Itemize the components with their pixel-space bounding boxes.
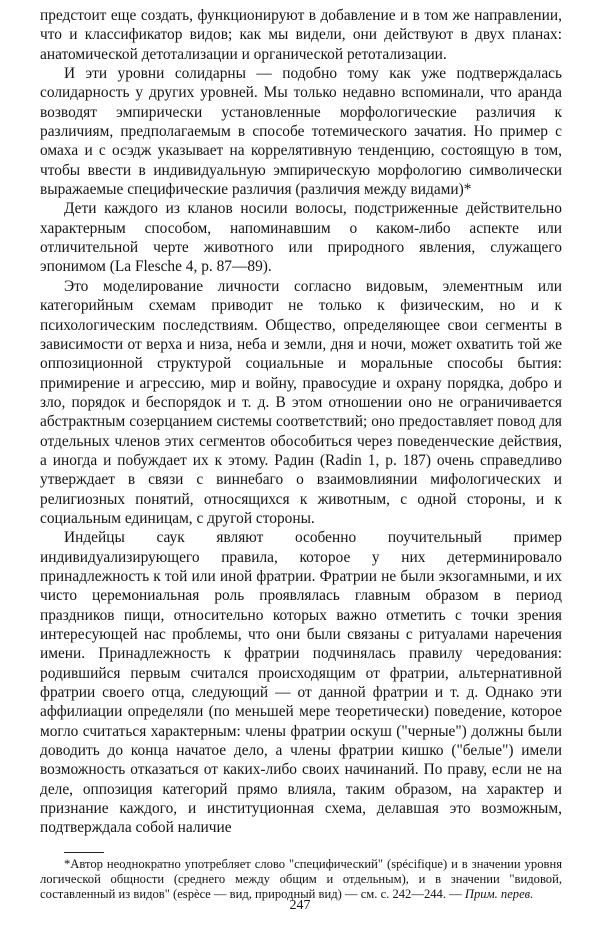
- paragraph-solidarity: И эти уровни солидарны — подобно тому как уже подтверждалась солидарность у других уровней. Мы только недавно вспоминали, что аранда возводят эмпирически установленные морфологические различия к различиям, предполагаемым в способе тотемического зачатия. Но пример с омаха и с осэдж указывает на коррелятивную тенденцию, состоящую в том, чтобы ввести в индивидуальную эмпирическую морфологию символически выражаемые специфические различия (различия между видами)*: [40, 65, 562, 199]
- footnote-translator-note: Прим. перев.: [464, 887, 534, 902]
- paragraph-modeling: Это моделирование личности согласно видовым, элементным или категорийным схемам приводит не только к физическим, но и к психологическим последствиям. Общество, определяющее свои сегменты в зависимости от верха и низа, неба и земли, дня и ночи, может охватить той же оппозиционной структурой социальные и моральные способы бытия: примирение и агрессию, мир и войну, правосудие и охрану порядка, добро и зло, порядок и беспорядок и т. д. В этом отношении оно не ограничивается абстрактным созерцанием системы соответствий; оно предоставляет повод для отдельных членов этих сегментов обособиться через поведенческие действия, а иногда и побуждает их к этому. Радин (Radin 1, p. 187) очень справедливо утверждает в связи с виннебаго о взаимовлиянии мифологических и религиозных понятий, относящихся к животным, с одной стороны, и к социальным единицам, с другой стороны.: [40, 277, 562, 527]
- page-number: 247: [289, 898, 311, 913]
- page-body: [40, 6, 562, 902]
- footnote: [40, 857, 562, 903]
- paragraph-continuation: предстоит еще создать, функционируют в добавление и в том же направлении, что и классификатор видов; как мы видели, они действуют в двух планах: анатомической детотализации и органической ретотализации.: [40, 7, 562, 63]
- paragraph-sauk: Индейцы саук являют особенно поучительный пример индивидуализирующего правила, которое у них детерминировало принадлежность к той или иной фратрии. Фратрии не были экзогамными, и их чисто церемониальная роль проявлялась главным образом в период праздников пищи, относительно которых важно отметить с точки зрения интересующей нас проблемы, что они были связаны с ритуалами наречения имени. Принадлежность к фратрии подчинялась правилу чередования: родившийся первым считался происходящим от фратрии, альтернативной фратрии своего отца, следующий — от данной фратрии и т. д. Однако эти аффилиации определяли (по меньшей мере теоретически) поведение, которое могло считаться характерным: члены фратрии оскуш ("черные") должны были доводить до конца начатое дело, а члены фратрии кишко ("белые") имели возможность отказаться от каких-либо своих начинаний. По праву, если не на деле, оппозиция категорий прямо влияла, таким образом, на характер и признание каждого, и институционная схема, делавшая это возможным, подтверждала собой наличие: [40, 529, 562, 837]
- footnote-text: *Автор неоднократно употребляет слово "специфический" (spécifique) и в значении уровня логической общности (среднего между общим и отдельным), и в значении "видовой, составленный из видов" (espèce — вид, природный вид) — см. с. 242—244. —: [40, 856, 562, 902]
- paragraph-quotation: Дети каждого из кланов носили волосы, подстриженные действительно характерным способом, напоминавшим о каком-либо аспекте или отличительной черте животного или природного явления, служащего эпонимом (La Flesche 4, p. 87—89).: [40, 200, 562, 276]
- footnote-divider: [64, 852, 104, 853]
